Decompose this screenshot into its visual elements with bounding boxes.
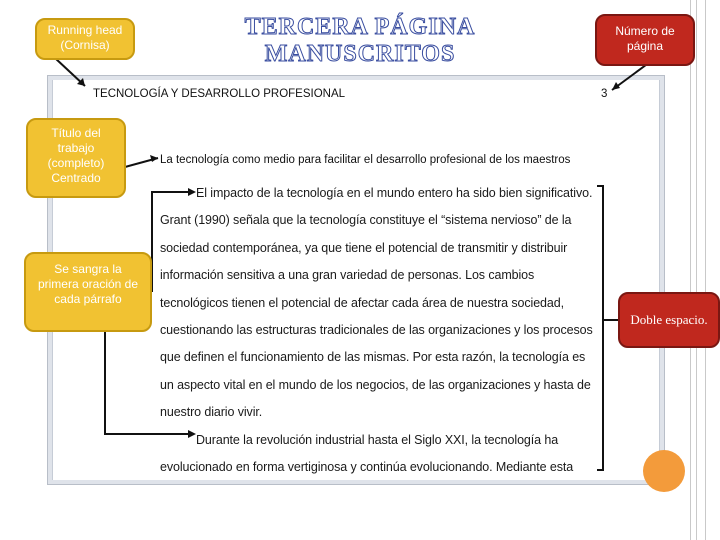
- arrowhead-title: [150, 155, 158, 162]
- callout-double-space-text: Doble espacio.: [630, 312, 708, 327]
- callout-indent-text: Se sangra la primera oración de cada párrafo: [37, 262, 139, 306]
- paper-title-text: La tecnología como medio para facilitar el desarrollo profesional de los maestros: [160, 154, 571, 166]
- callout-page-number: [595, 14, 695, 66]
- manuscript-line-4: información sensitiva a una gran variedad de personas. Los cambios: [160, 268, 535, 282]
- manuscript-line-1: El impacto de la tecnología en el mundo entero ha sido bien significativo.: [196, 186, 593, 200]
- callout-running-head: [35, 18, 135, 60]
- manuscript-line-6: cuestionando las estructuras tradicionales de las organizaciones y los procesos: [160, 323, 593, 337]
- callout-page-number-text: Número de página: [615, 24, 675, 53]
- manuscript-line-9: nuestro diario vivir.: [160, 405, 263, 419]
- manuscript-line-2: Grant (1990) señala que la tecnología constituye el “sistema nervioso” de la: [160, 213, 572, 227]
- manuscript-line-3: sociedad contemporánea, ya que tiene el potencial de transmitir y distribuir: [160, 241, 568, 255]
- page-number-text: 3: [601, 88, 608, 100]
- arrow-indent-2: [105, 330, 190, 434]
- callout-title-of-work: [26, 118, 126, 198]
- manuscript-line-11: evolucionado en forma vertiginosa y continúa evolucionando. Mediante esta: [160, 460, 574, 474]
- running-head-text: TECNOLOGÍA Y DESARROLLO PROFESIONAL: [93, 88, 346, 100]
- manuscript-line-10: Durante la revolución industrial hasta el Siglo XXI, la tecnología ha: [196, 433, 559, 447]
- double-space-bracket: [597, 186, 603, 470]
- orange-circle-decoration: [643, 450, 685, 492]
- slide-title-line-2: MANUSCRITOS: [264, 41, 456, 67]
- manuscript-line-8: un aspecto vital en el mundo de los negocios, de las organizaciones y hasta de: [160, 378, 591, 392]
- manuscript-line-5: tecnológicos tienen el potencial de afectar cada área de nuestra sociedad,: [160, 296, 564, 310]
- callout-running-head-text: Running head (Cornisa): [47, 23, 123, 52]
- arrowhead-indent-2: [188, 430, 196, 438]
- manuscript-line-7: que definen el funcionamiento de las mismas. Por esta razón, la tecnología es: [160, 350, 586, 364]
- arrow-indent-1: [152, 192, 190, 292]
- slide-title-line-1: TERCERA PÁGINA: [244, 14, 476, 40]
- arrowhead-indent-1: [188, 188, 196, 196]
- callout-indent: [24, 252, 152, 332]
- callout-double-space: [618, 292, 720, 348]
- callout-title-of-work-text: Título del trabajo (completo) Centrado: [47, 126, 105, 185]
